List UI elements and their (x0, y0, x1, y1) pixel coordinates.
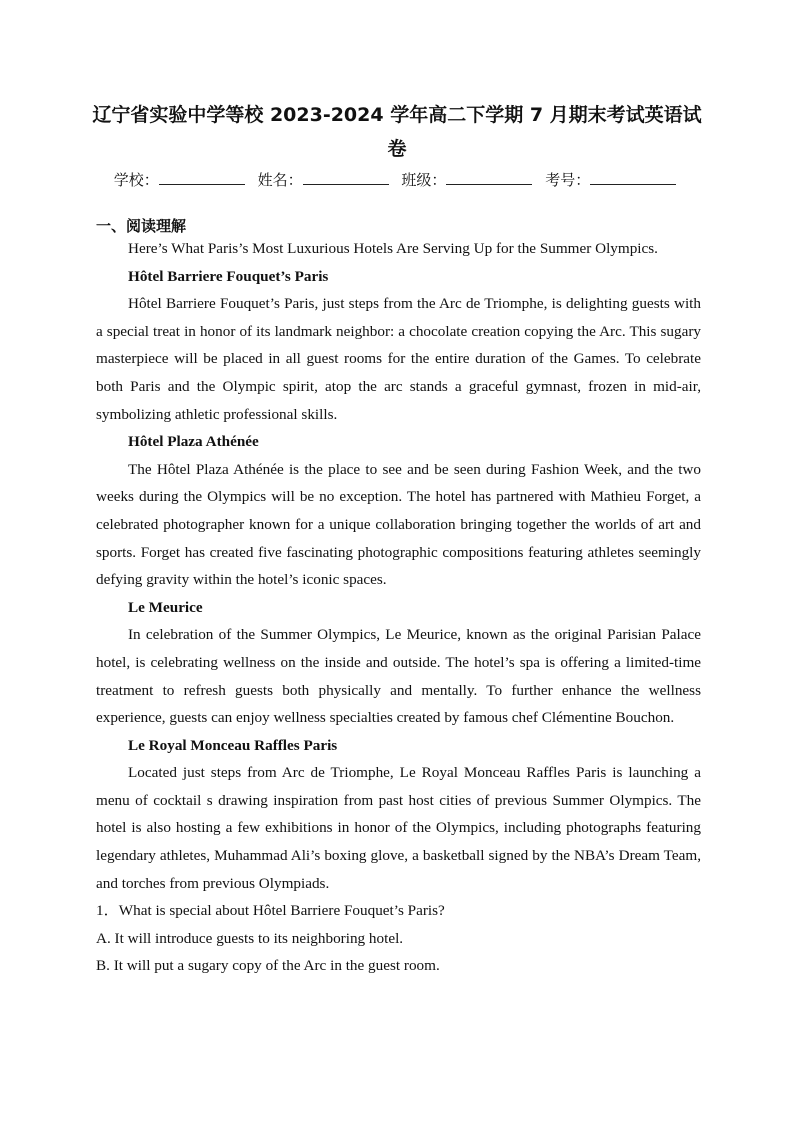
student-info-row (0, 168, 794, 192)
question-number: 1． (96, 902, 119, 920)
hotel-heading: Le Meurice (128, 598, 203, 616)
class-blank[interactable] (446, 170, 532, 185)
hotel-heading: Le Royal Monceau Raffles Paris (128, 736, 338, 754)
class-field (401, 168, 536, 192)
name-label: 姓名： (257, 171, 303, 189)
reading-passage (96, 235, 701, 980)
name-field (258, 168, 393, 192)
school-field (114, 168, 249, 192)
exam-title: 辽宁省实验中学等校 2023-2024 学年高二下学期 7 月期末考试英语试卷 (92, 104, 702, 160)
exam-number-blank[interactable] (590, 170, 676, 185)
hotel-paragraph: The Hôtel Plaza Athénée is the place to see and be seen during Fashion Week, and the two weeks during the Olympics will be no exception. The hotel has partnered with Mathieu Forget, a celebrated photographer known for a unique collaboration bringing together the worlds of art and sports. Forget has created five fascinating photographic compositions featuring athletes seemingly defying gravity within the hotel’s iconic spaces. (96, 460, 701, 589)
option-a[interactable]: A. It will introduce guests to its neighboring hotel. (96, 929, 404, 947)
hotel-paragraph: In celebration of the Summer Olympics, Le Meurice, known as the original Parisian Palace hotel, is celebrating wellness on the inside and outside. The hotel’s spa is offering a limited-time treatment to refresh guests both physically and mentally. To further enhance the wellness experience, guests can enjoy wellness specialties created by famous chef Clémentine Bouchon. (96, 626, 701, 727)
school-blank[interactable] (159, 170, 245, 185)
question-text: What is special about Hôtel Barriere Fouquet’s Paris? (118, 902, 445, 920)
hotel-paragraph: Located just steps from Arc de Triomphe, Le Royal Monceau Raffles Paris is launching a menu of cocktail s drawing inspiration from past host cities of previous Summer Olympics. The hotel is also hosting a few exhibitions in honor of the Olympics, including photographs featuring legendary athletes, Muhammad Ali’s boxing glove, a basketball signed by the NBA’s Dream Team, and torches from previous Olympiads. (96, 764, 701, 892)
hotel-paragraph: Hôtel Barriere Fouquet’s Paris, just steps from the Arc de Triomphe, is delighting guests with a special treat in honor of its landmark neighbor: a chocolate creation copying the Arc. This sugary masterpiece will be placed in all guest rooms for the entire duration of the Games. To celebrate both Paris and the Olympic spirit, atop the arc stands a graceful gymnast, frozen in mid-air, symbolizing athletic professional skills. (96, 295, 701, 423)
hotel-heading: Hôtel Barriere Fouquet’s Paris (128, 267, 329, 285)
option-b[interactable]: B. It will put a sugary copy of the Arc in the guest room. (96, 957, 440, 975)
exam-number-field (545, 168, 680, 192)
name-blank[interactable] (303, 170, 389, 185)
hotel-heading: Hôtel Plaza Athénée (128, 433, 259, 451)
exam-number-label: 考号： (545, 171, 591, 189)
section-heading: 一、阅读理解 (96, 217, 187, 235)
school-label: 学校： (113, 171, 159, 189)
passage-intro: Here’s What Paris’s Most Luxurious Hotels Are Serving Up for the Summer Olympics. (128, 240, 658, 257)
question-1 (96, 897, 701, 925)
class-label: 班级： (401, 171, 447, 189)
